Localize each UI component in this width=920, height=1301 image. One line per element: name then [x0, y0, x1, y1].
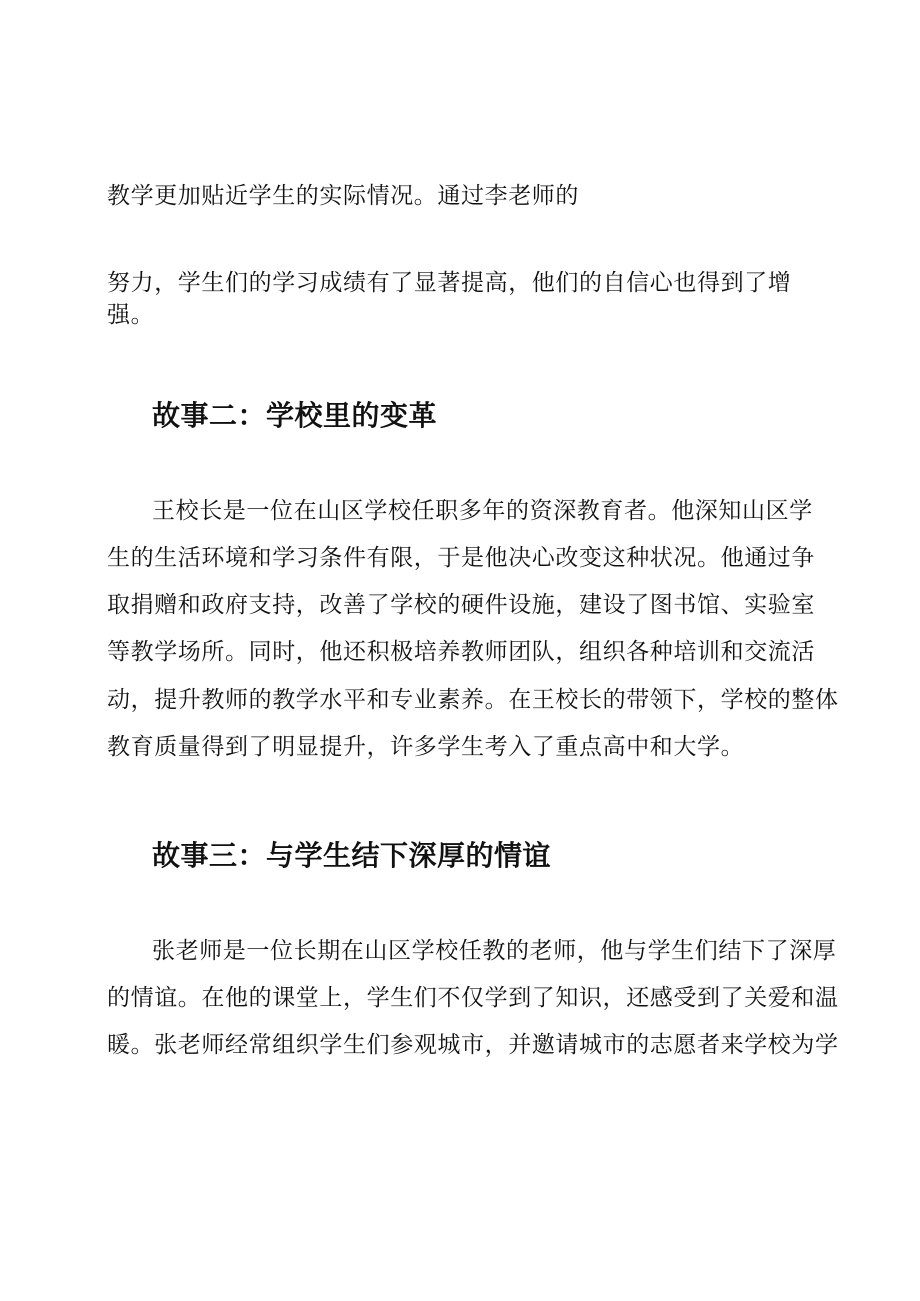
story2-line-3: 取捐赠和政府支持，改善了学校的硬件设施，建设了图书馆、实验室	[107, 592, 815, 618]
story2-line-6: 教育质量得到了明显提升，许多学生考入了重点高中和大学。	[107, 734, 745, 760]
story2-heading: 故事二：学校里的变革	[152, 399, 438, 432]
story3-line-3: 暖。张老师经常组织学生们参观城市，并邀请城市的志愿者来学校为学	[107, 1032, 839, 1058]
story2-line-4: 等教学场所。同时，他还积极培养教师团队，组织各种培训和交流活	[107, 639, 815, 665]
story3-line-1: 张老师是一位长期在山区学校任教的老师，他与学生们结下了深厚	[152, 938, 837, 964]
intro-line-2: 努力，学生们的学习成绩有了显著提高，他们的自信心也得到了增	[107, 270, 792, 296]
intro-line-1: 教学更加贴近学生的实际情况。通过李老师的	[107, 183, 579, 209]
story3-heading: 故事三：与学生结下深厚的情谊	[152, 839, 552, 872]
story3-line-2: 的情谊。在他的课堂上，学生们不仅学到了知识，还感受到了关爱和温	[107, 985, 839, 1011]
story2-line-1: 王校长是一位在山区学校任职多年的资深教育者。他深知山区学	[152, 498, 813, 524]
story2-line-2: 生的生活环境和学习条件有限，于是他决心改变这种状况。他通过争	[107, 545, 815, 571]
story2-line-5: 动，提升教师的教学水平和专业素养。在王校长的带领下，学校的整体	[107, 687, 839, 713]
intro-line-3: 强。	[107, 302, 155, 328]
